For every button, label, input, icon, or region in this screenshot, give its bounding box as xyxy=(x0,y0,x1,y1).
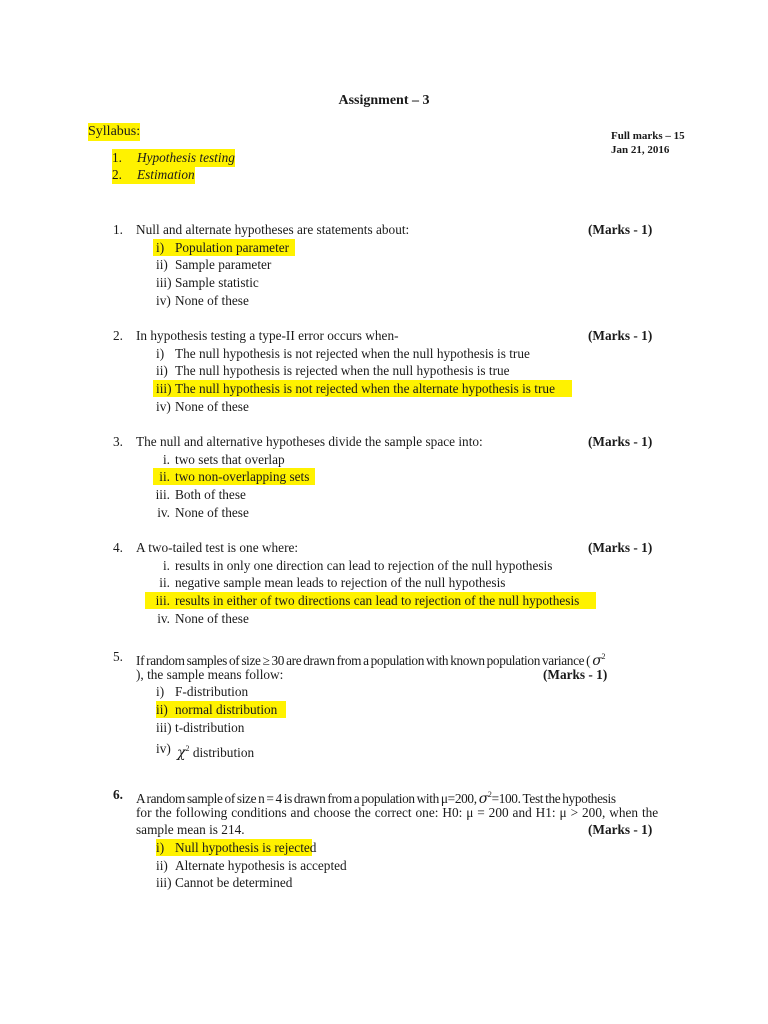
superscript: 2 xyxy=(487,790,492,799)
option-label: i) xyxy=(156,840,165,856)
option-label: iv. xyxy=(157,610,170,626)
superscript: 2 xyxy=(601,652,606,661)
option xyxy=(113,362,673,380)
option-label: i) xyxy=(156,684,165,700)
syllabus-item-2 xyxy=(112,166,195,184)
option-text xyxy=(177,740,254,763)
option xyxy=(113,345,673,363)
option-text: The null hypothesis is rejected when the null hypothesis is true xyxy=(175,363,510,379)
option-label: i. xyxy=(162,557,170,573)
option-correct xyxy=(113,839,673,857)
option-text: Cannot be determined xyxy=(175,875,293,891)
sigma-symbol: σ xyxy=(592,653,602,669)
option-correct xyxy=(113,592,673,610)
question-text: =100. Test the hypothesis xyxy=(491,791,616,806)
syllabus-item-1 xyxy=(112,149,235,167)
option-text: Null hypothesis is rejected xyxy=(175,840,317,856)
option xyxy=(113,610,673,628)
option xyxy=(113,486,673,504)
chi-symbol: χ xyxy=(177,745,186,762)
full-marks: Full marks – 15 xyxy=(611,130,685,142)
question-number: 1. xyxy=(113,222,123,237)
question-marks: (Marks - 1) xyxy=(588,540,653,555)
option xyxy=(113,574,673,592)
option-label: iii) xyxy=(156,719,172,735)
syllabus-item-text: Hypothesis testing xyxy=(137,150,235,165)
option xyxy=(113,398,673,416)
question-text: A random sample of size n = 4 is drawn from a population with μ=200, xyxy=(136,791,477,806)
option-label: ii) xyxy=(156,857,168,873)
option-text: Sample statistic xyxy=(175,275,259,291)
question-text-line-2: for the following conditions and choose the correct one: H0: μ = 200 and H1: μ > 200, when the xyxy=(136,804,659,820)
question-number: 5. xyxy=(113,649,123,664)
option-text: None of these xyxy=(175,504,249,520)
option-label: ii) xyxy=(156,257,168,273)
option-text: Alternate hypothesis is accepted xyxy=(175,857,347,873)
option-label: i. xyxy=(162,451,170,467)
question-text: The null and alternative hypotheses divide the sample space into: xyxy=(136,434,483,449)
option-label: i) xyxy=(156,239,165,255)
question-text: A two-tailed test is one where: xyxy=(136,540,299,555)
option-correct xyxy=(113,239,673,257)
option-text: negative sample mean leads to rejection of the null hypothesis xyxy=(175,575,506,591)
question-marks: (Marks - 1) xyxy=(588,434,653,449)
option-text: None of these xyxy=(175,398,249,414)
option-label: iv. xyxy=(157,504,170,520)
question-1 xyxy=(113,221,673,309)
option-label: ii. xyxy=(159,575,170,591)
assignment-date: Jan 21, 2016 xyxy=(611,144,670,156)
option xyxy=(113,857,673,875)
option-text: normal distribution xyxy=(175,702,278,718)
option-label: iv) xyxy=(156,398,171,414)
document-title: Assignment – 3 xyxy=(338,93,430,108)
option xyxy=(113,557,673,575)
option-label: iv) xyxy=(156,741,171,757)
option-label: i) xyxy=(156,345,165,361)
option-text: Population parameter xyxy=(175,239,290,255)
option xyxy=(113,256,673,274)
question-2 xyxy=(113,327,673,415)
option-correct xyxy=(113,701,673,719)
option xyxy=(113,451,673,469)
question-text-line-3: sample mean is 214. xyxy=(136,822,245,838)
option-text: Sample parameter xyxy=(175,257,272,273)
superscript: 2 xyxy=(185,744,190,754)
option-correct xyxy=(113,380,673,398)
option xyxy=(113,719,673,737)
syllabus-label: Syllabus: xyxy=(88,124,141,139)
option-text: The null hypothesis is not rejected when the null hypothesis is true xyxy=(175,345,530,361)
question-text: In hypothesis testing a type-II error occurs when- xyxy=(136,328,399,343)
option-text: None of these xyxy=(175,292,249,308)
syllabus-item-number: 2. xyxy=(112,167,122,182)
option-label: ii. xyxy=(159,469,170,485)
sigma-symbol: σ xyxy=(478,791,488,807)
question-5 xyxy=(113,648,673,762)
option-label: ii) xyxy=(156,702,168,718)
option xyxy=(113,292,673,310)
question-text-line-2: ), the sample means follow: xyxy=(136,666,284,682)
option-label: iii. xyxy=(155,593,170,609)
question-6 xyxy=(113,786,673,892)
question-marks: (Marks - 1) xyxy=(543,666,608,682)
question-number: 6. xyxy=(113,787,123,802)
option xyxy=(113,736,673,762)
option-text: two sets that overlap xyxy=(175,451,285,467)
option-text: F-distribution xyxy=(175,684,249,700)
option xyxy=(113,504,673,522)
option-correct xyxy=(113,468,673,486)
question-text: Null and alternate hypotheses are statements about: xyxy=(136,222,410,237)
option-text: t-distribution xyxy=(175,719,245,735)
option-text: The null hypothesis is not rejected when the alternate hypothesis is true xyxy=(175,381,555,397)
option-text-value: distribution xyxy=(192,745,255,761)
question-number: 3. xyxy=(113,434,123,449)
question-number: 4. xyxy=(113,540,123,555)
question-3 xyxy=(113,433,673,521)
question-4 xyxy=(113,539,673,627)
option-text: Both of these xyxy=(175,487,246,503)
syllabus-item-number: 1. xyxy=(112,150,122,165)
option-label: iii) xyxy=(156,275,172,291)
option-text: None of these xyxy=(175,610,249,626)
question-number: 2. xyxy=(113,328,123,343)
question-marks: (Marks - 1) xyxy=(588,822,653,838)
option-label: iii) xyxy=(156,381,172,397)
syllabus-item-text: Estimation xyxy=(137,167,195,182)
option-text: two non-overlapping sets xyxy=(175,469,310,485)
option xyxy=(113,274,673,292)
question-text: If random samples of size ≥ 30 are drawn from a population with known population variance ( xyxy=(136,653,591,668)
question-marks: (Marks - 1) xyxy=(588,222,653,237)
option xyxy=(113,874,673,892)
option-label: iii. xyxy=(155,487,170,503)
option-text: results in only one direction can lead to rejection of the null hypothesis xyxy=(175,557,553,573)
option-label: ii) xyxy=(156,363,168,379)
option-text: results in either of two directions can lead to rejection of the null hypothesis xyxy=(175,593,580,609)
option-label: iv) xyxy=(156,292,171,308)
option-label: iii) xyxy=(156,875,172,891)
question-marks: (Marks - 1) xyxy=(588,328,653,343)
option xyxy=(113,683,673,701)
